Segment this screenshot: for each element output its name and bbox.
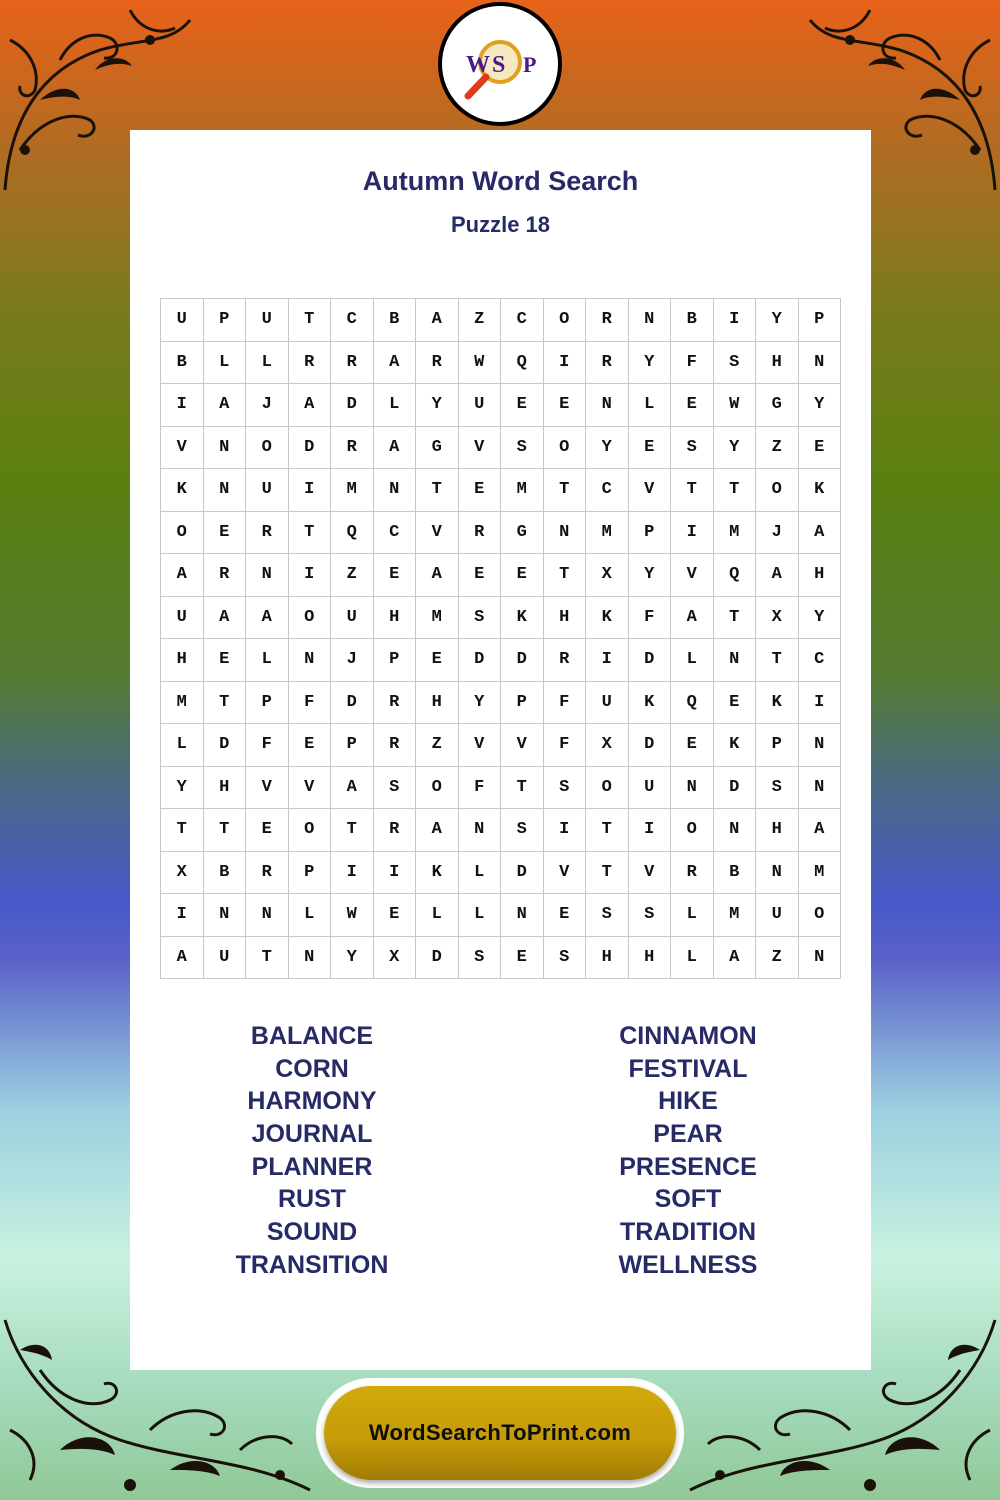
grid-cell[interactable]: T bbox=[586, 809, 629, 852]
grid-cell[interactable]: D bbox=[629, 639, 672, 682]
grid-cell[interactable]: V bbox=[459, 724, 502, 767]
grid-cell[interactable]: U bbox=[459, 384, 502, 427]
grid-cell[interactable]: D bbox=[289, 427, 332, 470]
grid-cell[interactable]: I bbox=[289, 469, 332, 512]
grid-cell[interactable]: X bbox=[374, 937, 417, 980]
grid-cell[interactable]: T bbox=[161, 809, 204, 852]
grid-cell[interactable]: U bbox=[586, 682, 629, 725]
grid-cell[interactable]: A bbox=[799, 512, 842, 555]
grid-cell[interactable]: T bbox=[544, 554, 587, 597]
grid-cell[interactable]: O bbox=[544, 299, 587, 342]
grid-cell[interactable]: U bbox=[331, 597, 374, 640]
grid-cell[interactable]: D bbox=[331, 682, 374, 725]
word-list-item: RUST bbox=[277, 1185, 347, 1214]
grid-cell[interactable]: M bbox=[714, 512, 757, 555]
grid-cell[interactable]: O bbox=[799, 894, 842, 937]
grid-cell[interactable]: N bbox=[289, 639, 332, 682]
word-list-item: HIKE bbox=[658, 1087, 718, 1116]
grid-cell[interactable]: M bbox=[416, 597, 459, 640]
grid-cell[interactable]: E bbox=[374, 554, 417, 597]
grid-cell[interactable]: A bbox=[756, 554, 799, 597]
grid-cell[interactable]: V bbox=[246, 767, 289, 810]
grid-cell[interactable]: D bbox=[629, 724, 672, 767]
grid-cell[interactable]: H bbox=[586, 937, 629, 980]
grid-cell[interactable]: N bbox=[374, 469, 417, 512]
grid-cell[interactable]: I bbox=[374, 852, 417, 895]
grid-cell[interactable]: L bbox=[459, 894, 502, 937]
grid-cell[interactable]: C bbox=[799, 639, 842, 682]
grid-cell[interactable]: Z bbox=[756, 937, 799, 980]
grid-cell[interactable]: O bbox=[586, 767, 629, 810]
grid-cell[interactable]: U bbox=[204, 937, 247, 980]
grid-cell[interactable]: P bbox=[289, 852, 332, 895]
grid-cell[interactable]: H bbox=[374, 597, 417, 640]
grid-cell[interactable]: B bbox=[204, 852, 247, 895]
grid-cell[interactable]: P bbox=[331, 724, 374, 767]
grid-cell[interactable]: R bbox=[459, 512, 502, 555]
grid-cell[interactable]: T bbox=[671, 469, 714, 512]
grid-cell[interactable]: D bbox=[204, 724, 247, 767]
grid-cell[interactable]: I bbox=[586, 639, 629, 682]
word-list-left bbox=[182, 1020, 442, 1282]
grid-cell[interactable]: I bbox=[714, 299, 757, 342]
grid-cell[interactable]: L bbox=[671, 639, 714, 682]
grid-cell[interactable]: Y bbox=[416, 384, 459, 427]
grid-cell[interactable]: K bbox=[501, 597, 544, 640]
grid-cell[interactable]: E bbox=[501, 554, 544, 597]
grid-cell[interactable]: L bbox=[246, 639, 289, 682]
grid-cell[interactable]: H bbox=[629, 937, 672, 980]
grid-cell[interactable]: T bbox=[416, 469, 459, 512]
letter-grid bbox=[160, 298, 841, 979]
grid-cell[interactable]: S bbox=[459, 937, 502, 980]
grid-cell[interactable]: O bbox=[544, 427, 587, 470]
grid-cell[interactable]: A bbox=[714, 937, 757, 980]
grid-cell[interactable]: H bbox=[161, 639, 204, 682]
grid-cell[interactable]: L bbox=[161, 724, 204, 767]
puzzle-title: Autumn Word Search bbox=[362, 166, 639, 196]
grid-cell[interactable]: Y bbox=[756, 299, 799, 342]
grid-cell[interactable]: K bbox=[416, 852, 459, 895]
grid-cell[interactable]: C bbox=[586, 469, 629, 512]
word-list-item: WELLNESS bbox=[618, 1250, 758, 1279]
grid-cell[interactable]: S bbox=[671, 427, 714, 470]
logo-letter-s: S bbox=[492, 52, 506, 78]
grid-cell[interactable]: I bbox=[161, 894, 204, 937]
grid-cell[interactable]: S bbox=[756, 767, 799, 810]
grid-cell[interactable]: I bbox=[671, 512, 714, 555]
grid-cell[interactable]: M bbox=[714, 894, 757, 937]
grid-cell[interactable]: I bbox=[544, 809, 587, 852]
grid-cell[interactable]: L bbox=[459, 852, 502, 895]
grid-cell[interactable]: T bbox=[756, 639, 799, 682]
grid-cell[interactable]: P bbox=[799, 299, 842, 342]
grid-cell[interactable]: R bbox=[586, 342, 629, 385]
grid-cell[interactable]: S bbox=[714, 342, 757, 385]
word-list-item: SOUND bbox=[266, 1218, 358, 1247]
grid-cell[interactable]: Z bbox=[331, 554, 374, 597]
grid-cell[interactable]: Q bbox=[331, 512, 374, 555]
grid-cell[interactable]: V bbox=[416, 512, 459, 555]
footer-site-text: WordSearchToPrint.com bbox=[368, 1420, 632, 1445]
grid-cell[interactable]: T bbox=[289, 512, 332, 555]
grid-cell[interactable]: H bbox=[799, 554, 842, 597]
grid-cell[interactable]: A bbox=[374, 342, 417, 385]
word-list-item: PRESENCE bbox=[619, 1152, 757, 1181]
grid-cell[interactable]: G bbox=[501, 512, 544, 555]
grid-cell[interactable]: K bbox=[714, 724, 757, 767]
grid-cell[interactable]: E bbox=[204, 639, 247, 682]
grid-cell[interactable]: S bbox=[501, 809, 544, 852]
grid-cell[interactable]: I bbox=[289, 554, 332, 597]
grid-cell[interactable]: I bbox=[331, 852, 374, 895]
grid-cell[interactable]: N bbox=[246, 554, 289, 597]
grid-cell[interactable]: N bbox=[799, 767, 842, 810]
grid-cell[interactable]: T bbox=[714, 469, 757, 512]
grid-cell[interactable]: K bbox=[161, 469, 204, 512]
grid-cell[interactable]: D bbox=[501, 852, 544, 895]
grid-cell[interactable]: J bbox=[756, 512, 799, 555]
grid-cell[interactable]: E bbox=[629, 427, 672, 470]
grid-cell[interactable]: O bbox=[246, 427, 289, 470]
puzzle-card bbox=[130, 130, 871, 1370]
grid-cell[interactable]: N bbox=[799, 342, 842, 385]
word-list-item: CINNAMON bbox=[619, 1022, 757, 1050]
grid-cell[interactable]: E bbox=[501, 937, 544, 980]
grid-cell[interactable]: R bbox=[204, 554, 247, 597]
grid-cell[interactable]: Y bbox=[161, 767, 204, 810]
grid-cell[interactable]: T bbox=[586, 852, 629, 895]
grid-cell[interactable]: N bbox=[544, 512, 587, 555]
grid-cell[interactable]: O bbox=[161, 512, 204, 555]
word-list-item: SOFT bbox=[654, 1185, 722, 1214]
grid-cell[interactable]: U bbox=[161, 597, 204, 640]
grid-cell[interactable]: C bbox=[331, 299, 374, 342]
grid-cell[interactable]: M bbox=[501, 469, 544, 512]
grid-cell[interactable]: A bbox=[161, 937, 204, 980]
grid-cell[interactable]: R bbox=[331, 427, 374, 470]
puzzle-subtitle: Puzzle 18 bbox=[450, 212, 551, 237]
grid-cell[interactable]: S bbox=[374, 767, 417, 810]
grid-cell[interactable]: V bbox=[459, 427, 502, 470]
word-list-item: FESTIVAL bbox=[628, 1054, 748, 1083]
grid-cell[interactable]: U bbox=[629, 767, 672, 810]
grid-cell[interactable]: V bbox=[629, 469, 672, 512]
grid-cell[interactable]: P bbox=[756, 724, 799, 767]
grid-cell[interactable]: F bbox=[544, 682, 587, 725]
logo-letter-w: W bbox=[466, 52, 490, 78]
logo-letter-p: P bbox=[523, 52, 537, 77]
grid-cell[interactable]: L bbox=[629, 384, 672, 427]
grid-cell[interactable]: I bbox=[544, 342, 587, 385]
grid-cell[interactable]: E bbox=[246, 809, 289, 852]
grid-cell[interactable]: E bbox=[544, 384, 587, 427]
grid-cell[interactable]: N bbox=[799, 724, 842, 767]
grid-cell[interactable]: Y bbox=[331, 937, 374, 980]
grid-cell[interactable]: U bbox=[756, 894, 799, 937]
grid-cell[interactable]: H bbox=[756, 809, 799, 852]
word-list-right bbox=[558, 1020, 818, 1282]
grid-cell[interactable]: L bbox=[374, 384, 417, 427]
grid-cell[interactable]: B bbox=[374, 299, 417, 342]
grid-cell[interactable]: V bbox=[671, 554, 714, 597]
grid-cell[interactable]: R bbox=[374, 809, 417, 852]
grid-cell[interactable]: P bbox=[501, 682, 544, 725]
grid-cell[interactable]: B bbox=[161, 342, 204, 385]
grid-cell[interactable]: E bbox=[374, 894, 417, 937]
grid-cell[interactable]: S bbox=[544, 767, 587, 810]
grid-cell[interactable]: R bbox=[246, 512, 289, 555]
logo-badge bbox=[442, 6, 558, 122]
grid-cell[interactable]: Y bbox=[714, 427, 757, 470]
grid-cell[interactable]: A bbox=[331, 767, 374, 810]
grid-cell[interactable]: O bbox=[671, 809, 714, 852]
grid-cell[interactable]: E bbox=[714, 682, 757, 725]
grid-cell[interactable]: E bbox=[416, 639, 459, 682]
grid-cell[interactable]: L bbox=[671, 894, 714, 937]
grid-cell[interactable]: N bbox=[246, 894, 289, 937]
grid-cell[interactable]: B bbox=[671, 299, 714, 342]
grid-cell[interactable]: L bbox=[671, 937, 714, 980]
grid-cell[interactable]: A bbox=[799, 809, 842, 852]
grid-cell[interactable]: F bbox=[289, 682, 332, 725]
grid-cell[interactable]: F bbox=[459, 767, 502, 810]
grid-cell[interactable]: E bbox=[544, 894, 587, 937]
grid-cell[interactable]: R bbox=[671, 852, 714, 895]
grid-cell[interactable]: A bbox=[374, 427, 417, 470]
grid-cell[interactable]: U bbox=[161, 299, 204, 342]
grid-cell[interactable]: S bbox=[459, 597, 502, 640]
grid-cell[interactable]: F bbox=[671, 342, 714, 385]
grid-cell[interactable]: J bbox=[331, 639, 374, 682]
grid-cell[interactable]: S bbox=[629, 894, 672, 937]
grid-cell[interactable]: L bbox=[289, 894, 332, 937]
grid-cell[interactable]: X bbox=[586, 554, 629, 597]
grid-cell[interactable]: L bbox=[416, 894, 459, 937]
site-logo[interactable] bbox=[438, 2, 562, 126]
word-list-item: TRADITION bbox=[619, 1218, 757, 1247]
grid-cell[interactable]: A bbox=[416, 299, 459, 342]
grid-cell[interactable]: E bbox=[289, 724, 332, 767]
grid-cell[interactable]: N bbox=[501, 894, 544, 937]
grid-cell[interactable]: N bbox=[671, 767, 714, 810]
grid-cell[interactable]: I bbox=[629, 809, 672, 852]
grid-cell[interactable]: R bbox=[416, 342, 459, 385]
grid-cell[interactable]: P bbox=[246, 682, 289, 725]
grid-cell[interactable]: X bbox=[586, 724, 629, 767]
grid-cell[interactable]: V bbox=[501, 724, 544, 767]
grid-cell[interactable]: O bbox=[289, 597, 332, 640]
grid-cell[interactable]: R bbox=[289, 342, 332, 385]
grid-cell[interactable]: E bbox=[459, 554, 502, 597]
grid-cell[interactable]: T bbox=[204, 682, 247, 725]
grid-cell[interactable]: D bbox=[714, 767, 757, 810]
grid-cell[interactable]: T bbox=[544, 469, 587, 512]
word-list-item: HARMONY bbox=[247, 1087, 377, 1116]
grid-cell[interactable]: E bbox=[671, 384, 714, 427]
footer-link[interactable] bbox=[324, 1386, 676, 1480]
grid-cell[interactable]: A bbox=[416, 809, 459, 852]
grid-cell[interactable]: C bbox=[374, 512, 417, 555]
grid-cell[interactable]: X bbox=[756, 597, 799, 640]
grid-cell[interactable]: Y bbox=[629, 342, 672, 385]
grid-cell[interactable]: T bbox=[331, 809, 374, 852]
grid-cell[interactable]: E bbox=[459, 469, 502, 512]
grid-cell[interactable]: N bbox=[756, 852, 799, 895]
grid-cell[interactable]: N bbox=[289, 937, 332, 980]
footer-badge bbox=[316, 1378, 684, 1488]
grid-cell[interactable]: Q bbox=[714, 554, 757, 597]
grid-cell[interactable]: F bbox=[246, 724, 289, 767]
grid-cell[interactable]: N bbox=[204, 894, 247, 937]
grid-cell[interactable]: N bbox=[714, 809, 757, 852]
grid-cell[interactable]: K bbox=[799, 469, 842, 512]
grid-cell[interactable]: H bbox=[756, 342, 799, 385]
grid-cell[interactable]: K bbox=[629, 682, 672, 725]
grid-cell[interactable]: R bbox=[246, 852, 289, 895]
grid-cell[interactable]: A bbox=[161, 554, 204, 597]
grid-cell[interactable]: Z bbox=[416, 724, 459, 767]
grid-cell[interactable]: V bbox=[544, 852, 587, 895]
grid-cell[interactable]: Z bbox=[756, 427, 799, 470]
word-list-item: PEAR bbox=[653, 1120, 723, 1149]
grid-cell[interactable]: W bbox=[714, 384, 757, 427]
grid-cell[interactable]: D bbox=[459, 639, 502, 682]
grid-cell[interactable]: F bbox=[629, 597, 672, 640]
grid-cell[interactable]: T bbox=[714, 597, 757, 640]
grid-cell[interactable]: R bbox=[331, 342, 374, 385]
grid-cell[interactable]: E bbox=[671, 724, 714, 767]
grid-cell[interactable]: H bbox=[416, 682, 459, 725]
grid-cell[interactable]: K bbox=[756, 682, 799, 725]
word-list-item: CORN bbox=[275, 1054, 349, 1083]
grid-cell[interactable]: A bbox=[246, 597, 289, 640]
grid-cell[interactable]: R bbox=[586, 299, 629, 342]
grid-cell[interactable]: U bbox=[246, 469, 289, 512]
grid-cell[interactable]: J bbox=[246, 384, 289, 427]
grid-cell[interactable]: A bbox=[204, 384, 247, 427]
grid-cell[interactable]: K bbox=[586, 597, 629, 640]
grid-cell[interactable]: Q bbox=[501, 342, 544, 385]
grid-cell[interactable]: A bbox=[416, 554, 459, 597]
grid-cell[interactable]: V bbox=[629, 852, 672, 895]
grid-cell[interactable]: P bbox=[204, 299, 247, 342]
grid-cell[interactable]: P bbox=[374, 639, 417, 682]
grid-cell[interactable]: L bbox=[246, 342, 289, 385]
grid-cell[interactable]: D bbox=[331, 384, 374, 427]
grid-cell[interactable]: C bbox=[501, 299, 544, 342]
grid-cell[interactable]: U bbox=[246, 299, 289, 342]
word-list-item: TRANSITION bbox=[235, 1250, 389, 1279]
grid-cell[interactable]: O bbox=[756, 469, 799, 512]
grid-cell[interactable]: S bbox=[586, 894, 629, 937]
grid-cell[interactable]: Y bbox=[459, 682, 502, 725]
grid-cell[interactable]: Y bbox=[799, 384, 842, 427]
word-list-item: BALANCE bbox=[250, 1022, 374, 1050]
grid-cell[interactable]: B bbox=[714, 852, 757, 895]
grid-cell[interactable]: I bbox=[799, 682, 842, 725]
grid-cell[interactable]: N bbox=[714, 639, 757, 682]
grid-cell[interactable]: G bbox=[416, 427, 459, 470]
grid-cell[interactable]: R bbox=[374, 682, 417, 725]
grid-cell[interactable]: T bbox=[289, 299, 332, 342]
grid-cell[interactable]: M bbox=[161, 682, 204, 725]
grid-cell[interactable]: E bbox=[501, 384, 544, 427]
grid-cell[interactable]: H bbox=[544, 597, 587, 640]
grid-cell[interactable]: N bbox=[586, 384, 629, 427]
grid-cell[interactable]: X bbox=[161, 852, 204, 895]
grid-cell[interactable]: W bbox=[459, 342, 502, 385]
grid-cell[interactable]: V bbox=[161, 427, 204, 470]
grid-cell[interactable]: I bbox=[161, 384, 204, 427]
grid-cell[interactable]: T bbox=[246, 937, 289, 980]
grid-cell[interactable]: P bbox=[629, 512, 672, 555]
grid-cell[interactable]: N bbox=[204, 469, 247, 512]
grid-cell[interactable]: M bbox=[799, 852, 842, 895]
grid-cell[interactable]: S bbox=[501, 427, 544, 470]
grid-cell[interactable]: V bbox=[289, 767, 332, 810]
grid-cell[interactable]: D bbox=[416, 937, 459, 980]
magnifier-icon bbox=[442, 6, 558, 122]
grid-cell[interactable]: N bbox=[459, 809, 502, 852]
grid-cell[interactable]: O bbox=[416, 767, 459, 810]
grid-cell[interactable]: L bbox=[204, 342, 247, 385]
grid-cell[interactable]: R bbox=[374, 724, 417, 767]
grid-cell[interactable]: Q bbox=[671, 682, 714, 725]
grid-cell[interactable]: E bbox=[799, 427, 842, 470]
grid-cell[interactable]: T bbox=[204, 809, 247, 852]
grid-cell[interactable]: G bbox=[756, 384, 799, 427]
grid-cell[interactable]: A bbox=[289, 384, 332, 427]
grid-cell[interactable]: N bbox=[799, 937, 842, 980]
grid-cell[interactable]: Z bbox=[459, 299, 502, 342]
grid-cell[interactable]: Y bbox=[586, 427, 629, 470]
grid-cell[interactable]: D bbox=[501, 639, 544, 682]
grid-cell[interactable]: A bbox=[204, 597, 247, 640]
word-list-item: PLANNER bbox=[251, 1152, 373, 1181]
grid-cell[interactable]: H bbox=[204, 767, 247, 810]
grid-cell[interactable]: N bbox=[629, 299, 672, 342]
grid-cell[interactable]: O bbox=[289, 809, 332, 852]
grid-cell[interactable]: A bbox=[671, 597, 714, 640]
grid-cell[interactable]: M bbox=[586, 512, 629, 555]
grid-cell[interactable]: T bbox=[501, 767, 544, 810]
grid-cell[interactable]: S bbox=[544, 937, 587, 980]
grid-cell[interactable]: M bbox=[331, 469, 374, 512]
word-list-item: JOURNAL bbox=[251, 1120, 373, 1149]
grid-cell[interactable]: F bbox=[544, 724, 587, 767]
grid-cell[interactable]: Y bbox=[799, 597, 842, 640]
grid-cell[interactable]: Y bbox=[629, 554, 672, 597]
grid-cell[interactable]: W bbox=[331, 894, 374, 937]
grid-cell[interactable]: N bbox=[204, 427, 247, 470]
grid-cell[interactable]: R bbox=[544, 639, 587, 682]
grid-cell[interactable]: E bbox=[204, 512, 247, 555]
